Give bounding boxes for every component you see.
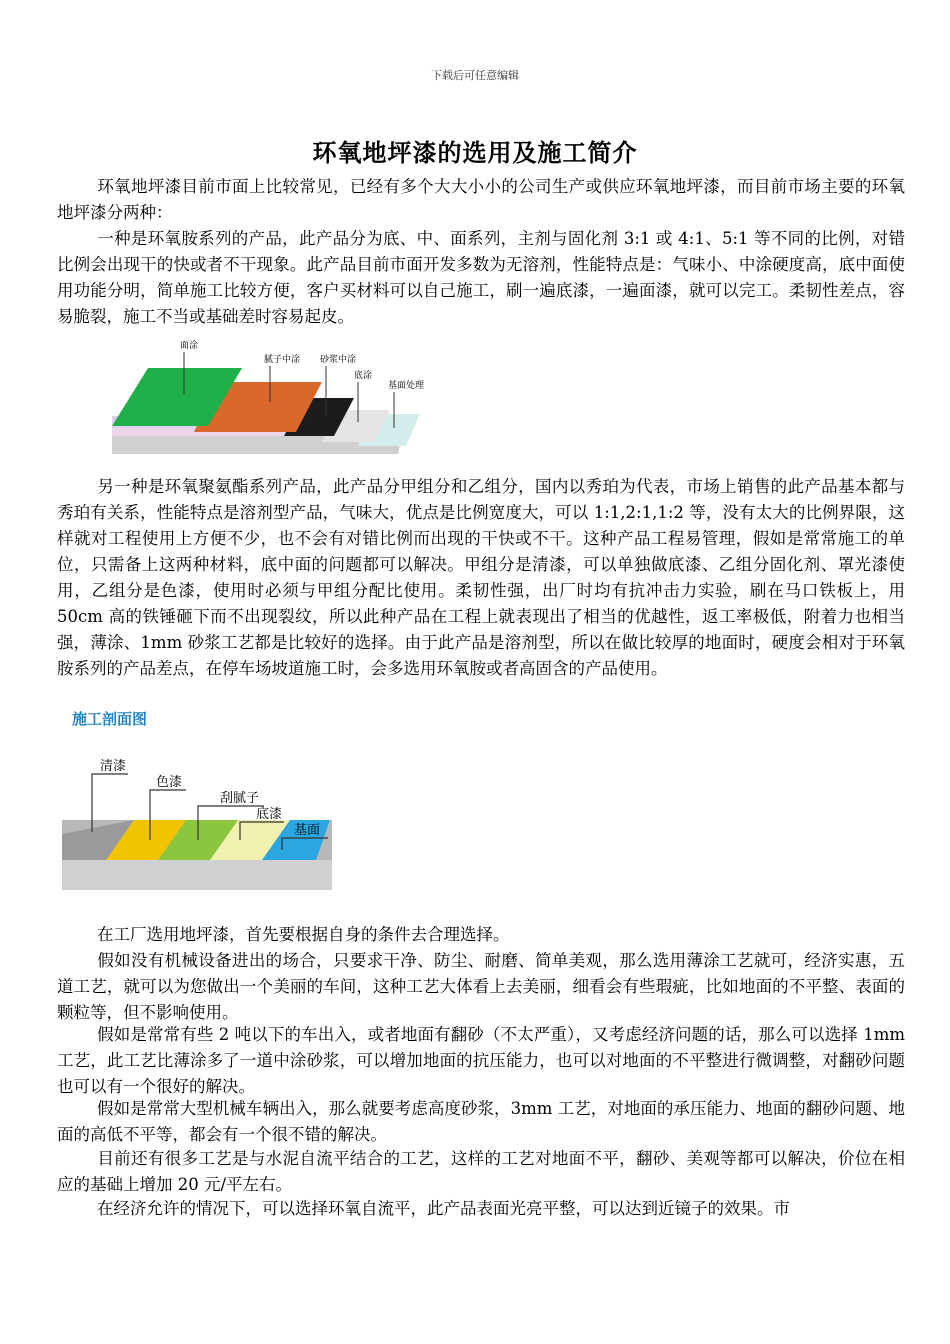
label-base-treatment: 基面处理 xyxy=(388,381,425,391)
paragraph-8-text: 目前还有很多工艺是与水泥自流平结合的工艺，这样的工艺对地面不平，翻砂、美观等都可以解决，价位在相应的基础上增加 20 元/平左右。 xyxy=(57,1149,905,1194)
paragraph-3-text: 另一种是环氧聚氨酯系列产品，此产品分甲组分和乙组分，国内以秀珀为代表，市场上销售的此产品基本都与秀珀有关系，性能特点是溶剂型产品，气味大，优点是比例宽度大，可以 1:1,2:1,1:2 等，没有太大的比例界限，这样就对工程使用上方便不少，也不会有对错比例而出现的干快或不干。这种产品工程易管理，假如是常常施工的单位，只需备上这两种材料，底中面的问题都可以解决。甲组分是清漆，可以单独做底漆、乙组分固化剂、罩光漆使用，乙组分是色漆，使用时必须与甲组分配比使用。柔韧性强，出厂时均有抗冲击力实验，刷在马口铁板上，用 50cm 高的铁锤砸下而不出现裂纹，所以此种产品在工程上就表现出了相当的优越性，返工率极低，附着力也相当强，薄涂、1mm 砂浆工艺都是比较好的选择。由于此产品是溶剂型，所以在做比较厚的地面时，硬度会相对于环氧胺系列的产品差点，在停车场坡道施工时，会多选用环氧胺或者高固含的产品使用。 xyxy=(57,477,905,678)
page-title: 环氧地坪漆的选用及施工简介 xyxy=(312,138,638,167)
paragraph-1-text: 环氧地坪漆目前市面上比较常见，已经有多个大大小小的公司生产或供应环氧地坪漆，而目前市场主要的环氧地坪漆分两种： xyxy=(57,177,905,222)
label-putty: 刮腻子 xyxy=(220,791,260,806)
label-primer: 底漆 xyxy=(256,807,283,822)
paragraph-5-text: 假如没有机械设备进出的场合，只要求干净、防尘、耐磨、简单美观，那么选用薄涂工艺就可，经济实惠，五道工艺，就可以为您做出一个美丽的车间，这种工艺大体看上去美丽，细看会有些瑕疵，比如地面的不平整、表面的颗粒等，但不影响使用。 xyxy=(57,951,905,1022)
header-note: 下载后可任意编辑 xyxy=(431,69,519,82)
label-primer: 底涂 xyxy=(354,371,373,381)
paragraph-4 xyxy=(57,922,905,948)
concrete-slab-side xyxy=(62,860,332,890)
label-putty: 腻子中涂 xyxy=(264,355,301,365)
section-heading: 施工剖面图 xyxy=(72,710,148,728)
label-clear-coat: 清漆 xyxy=(100,759,127,774)
paragraph-9 xyxy=(57,1196,905,1222)
paragraph-5 xyxy=(57,948,905,1026)
paragraph-6 xyxy=(57,1022,905,1100)
paragraph-7-text: 假如是常常大型机械车辆出入，那么就要考虑高度砂浆，3mm 工艺，对地面的承压能力、地面的翻砂问题、地面的高低不平等，都会有一个很不错的解决。 xyxy=(57,1099,905,1144)
label-top-coat: 面涂 xyxy=(180,341,199,351)
paragraph-7 xyxy=(57,1096,905,1148)
paragraph-6-text: 假如是常常有些 2 吨以下的车出入，或者地面有翻砂（不太严重），又考虑经济问题的话，那么可以选择 1mm 工艺，此工艺比薄涂多了一道中涂砂浆，可以增加地面的抗压能力，也可以对地面的不平整进行微调整，对翻砂问题也可以有一个很好的解决。 xyxy=(57,1025,905,1096)
paragraph-9-text: 在经济允许的情况下，可以选择环氧自流平，此产品表面光亮平整，可以达到近镜子的效果。市 xyxy=(97,1199,790,1218)
paragraph-3 xyxy=(57,474,905,682)
paragraph-2-text: 一种是环氧胺系列的产品，此产品分为底、中、面系列，主剂与固化剂 3:1 或 4:1、5:1 等不同的比例，对错比例会出现干的快或者不干现象。此产品目前市面开发多数为无溶剂，性能特点是：气味小、中涂硬度高，底中面使用功能分明，简单施工比较方便，客户买材料可以自己施工，刷一遍底漆，一遍面漆，就可以完工。柔韧性差点，容易脆裂，施工不当或基础差时容易起皮。 xyxy=(57,229,905,326)
label-mortar: 砂浆中涂 xyxy=(320,355,357,365)
construction-section-diagram xyxy=(62,704,342,894)
label-color-coat: 色漆 xyxy=(156,775,183,790)
paragraph-8 xyxy=(57,1146,905,1198)
paragraph-4-text: 在工厂选用地坪漆，首先要根据自身的条件去合理选择。 xyxy=(97,925,510,944)
paragraph-2 xyxy=(57,226,905,330)
floor-layer-diagram xyxy=(108,330,448,460)
label-base: 基面 xyxy=(294,823,321,838)
paragraph-1 xyxy=(57,174,905,226)
